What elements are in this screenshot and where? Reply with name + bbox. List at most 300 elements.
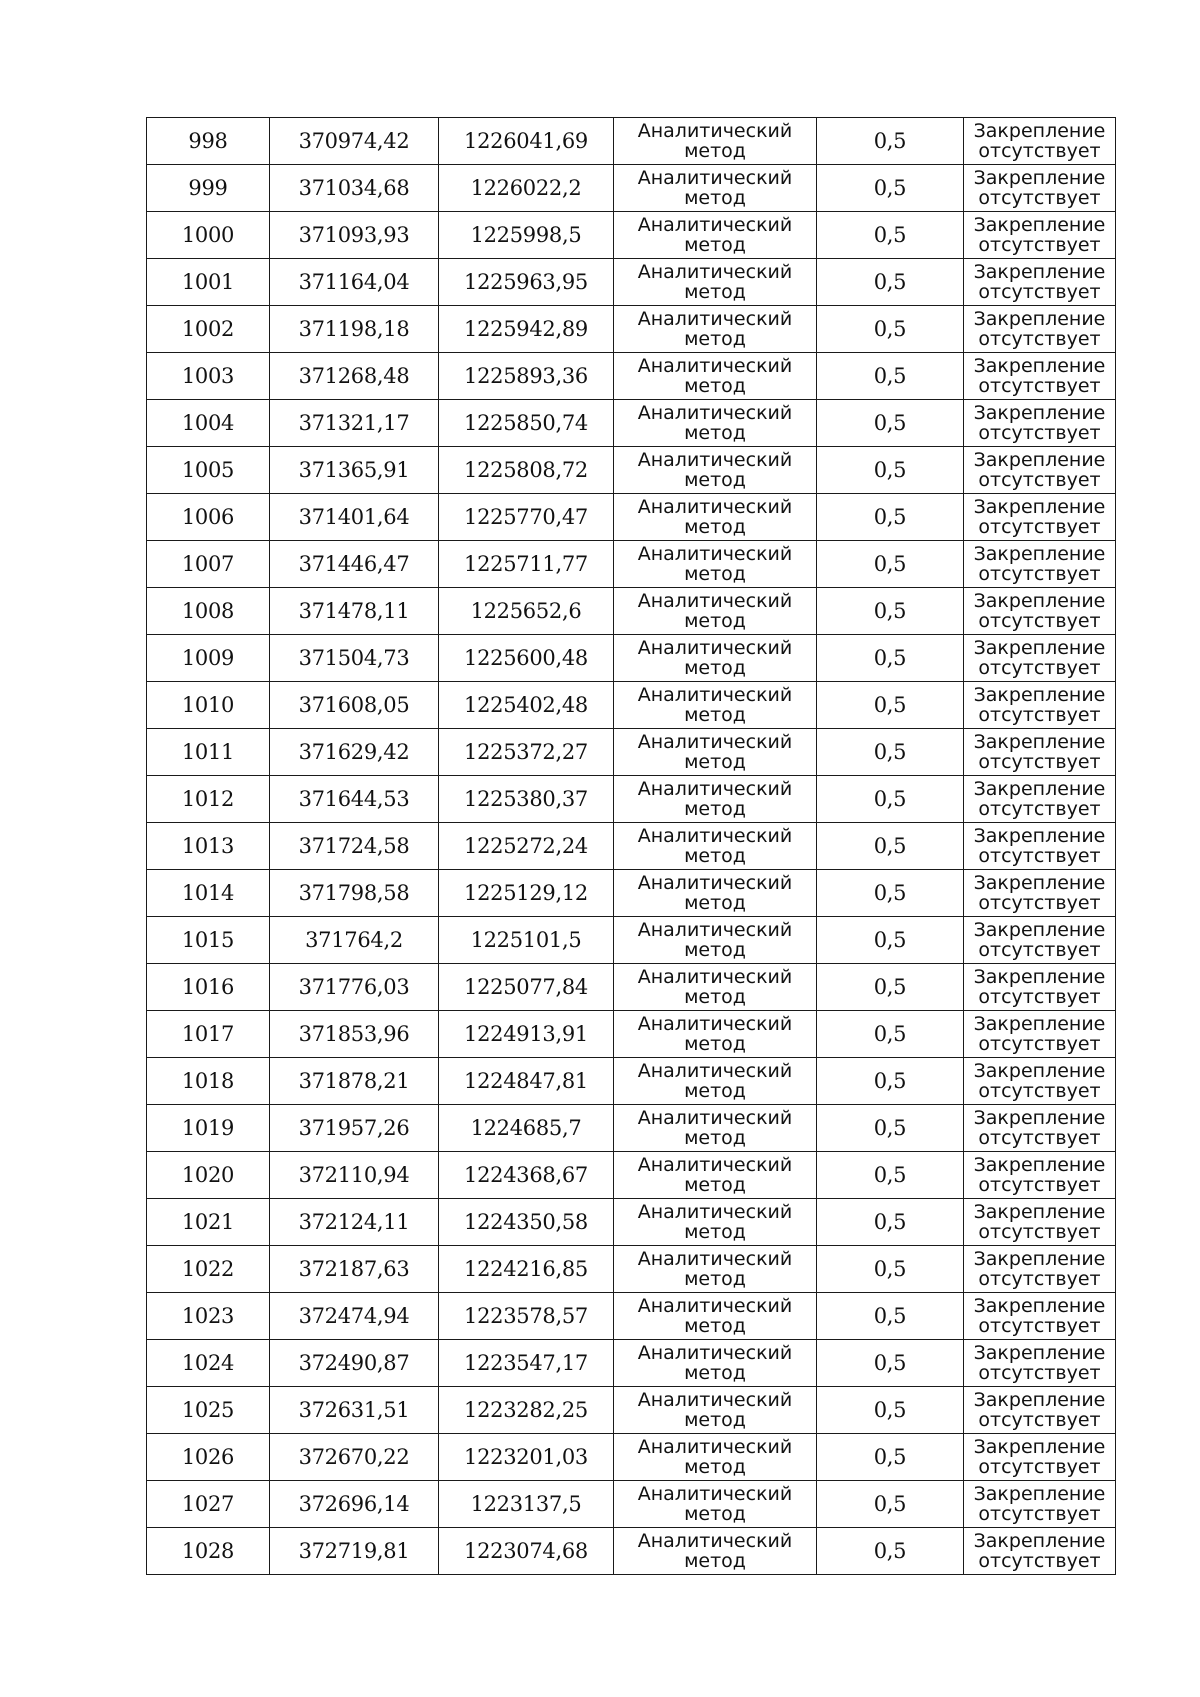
table-row	[147, 1293, 1116, 1340]
x-coordinate-cell: 371764,2	[270, 917, 439, 964]
x-coordinate-cell: 371644,53	[270, 776, 439, 823]
y-coordinate-cell: 1225101,5	[439, 917, 614, 964]
table-row	[147, 682, 1116, 729]
table-row	[147, 259, 1116, 306]
fixing-cell	[964, 776, 1116, 823]
fixing-cell-line: Закрепление	[973, 1154, 1106, 1176]
method-cell-line: Аналитический	[637, 919, 793, 941]
table-row	[147, 1152, 1116, 1199]
fixing-cell	[964, 588, 1116, 635]
fixing-cell-line: отсутствует	[978, 563, 1101, 585]
accuracy-cell: 0,5	[817, 870, 964, 917]
fixing-cell-line: Закрепление	[973, 1013, 1106, 1035]
fixing-cell-line: отсутствует	[978, 704, 1101, 726]
fixing-cell-line: Закрепление	[973, 1483, 1106, 1505]
fixing-cell	[964, 1199, 1116, 1246]
x-coordinate-cell: 372110,94	[270, 1152, 439, 1199]
fixing-cell-line: отсутствует	[978, 892, 1101, 914]
fixing-cell-line: отсутствует	[978, 469, 1101, 491]
method-cell-line: Аналитический	[637, 167, 793, 189]
table-row	[147, 1058, 1116, 1105]
fixing-cell-line: отсутствует	[978, 1127, 1101, 1149]
method-cell	[614, 306, 817, 353]
fixing-cell-line: Закрепление	[973, 543, 1106, 565]
fixing-cell-line: отсутствует	[978, 657, 1101, 679]
method-cell-line: метод	[684, 798, 746, 820]
fixing-cell-line: Закрепление	[973, 825, 1106, 847]
method-cell-line: Аналитический	[637, 1154, 793, 1176]
method-cell	[614, 1293, 817, 1340]
table-row	[147, 494, 1116, 541]
fixing-cell	[964, 682, 1116, 729]
method-cell-line: Аналитический	[637, 872, 793, 894]
fixing-cell-line: отсутствует	[978, 234, 1101, 256]
x-coordinate-cell: 371629,42	[270, 729, 439, 776]
method-cell-line: Аналитический	[637, 1248, 793, 1270]
accuracy-cell: 0,5	[817, 494, 964, 541]
table-row	[147, 1481, 1116, 1528]
point-number-cell: 1013	[147, 823, 270, 870]
x-coordinate-cell: 372490,87	[270, 1340, 439, 1387]
y-coordinate-cell: 1224216,85	[439, 1246, 614, 1293]
y-coordinate-cell: 1226041,69	[439, 118, 614, 165]
method-cell	[614, 259, 817, 306]
method-cell-line: Аналитический	[637, 1436, 793, 1458]
x-coordinate-cell: 371853,96	[270, 1011, 439, 1058]
method-cell-line: метод	[684, 751, 746, 773]
method-cell	[614, 1481, 817, 1528]
accuracy-cell: 0,5	[817, 1152, 964, 1199]
table-row	[147, 353, 1116, 400]
fixing-cell	[964, 494, 1116, 541]
table-row	[147, 729, 1116, 776]
table-row	[147, 917, 1116, 964]
x-coordinate-cell: 372474,94	[270, 1293, 439, 1340]
y-coordinate-cell: 1225850,74	[439, 400, 614, 447]
x-coordinate-cell: 371034,68	[270, 165, 439, 212]
method-cell	[614, 541, 817, 588]
method-cell-line: метод	[684, 1174, 746, 1196]
fixing-cell-line: отсутствует	[978, 187, 1101, 209]
method-cell-line: метод	[684, 140, 746, 162]
table-row	[147, 588, 1116, 635]
fixing-cell	[964, 870, 1116, 917]
accuracy-cell: 0,5	[817, 1340, 964, 1387]
method-cell-line: метод	[684, 1456, 746, 1478]
fixing-cell-line: отсутствует	[978, 328, 1101, 350]
method-cell-line: метод	[684, 986, 746, 1008]
x-coordinate-cell: 371268,48	[270, 353, 439, 400]
fixing-cell-line: Закрепление	[973, 120, 1106, 142]
y-coordinate-cell: 1223201,03	[439, 1434, 614, 1481]
table-row	[147, 1340, 1116, 1387]
y-coordinate-cell: 1225272,24	[439, 823, 614, 870]
method-cell	[614, 400, 817, 447]
method-cell-line: Аналитический	[637, 120, 793, 142]
table-row	[147, 447, 1116, 494]
method-cell	[614, 823, 817, 870]
fixing-cell-line: Закрепление	[973, 731, 1106, 753]
y-coordinate-cell: 1224685,7	[439, 1105, 614, 1152]
table-row	[147, 541, 1116, 588]
fixing-cell	[964, 212, 1116, 259]
method-cell-line: метод	[684, 1127, 746, 1149]
accuracy-cell: 0,5	[817, 212, 964, 259]
method-cell-line: Аналитический	[637, 590, 793, 612]
fixing-cell-line: отсутствует	[978, 1409, 1101, 1431]
method-cell-line: Аналитический	[637, 1389, 793, 1411]
fixing-cell-line: Закрепление	[973, 872, 1106, 894]
point-number-cell: 1015	[147, 917, 270, 964]
method-cell-line: метод	[684, 657, 746, 679]
point-number-cell: 1011	[147, 729, 270, 776]
fixing-cell	[964, 729, 1116, 776]
x-coordinate-cell: 371093,93	[270, 212, 439, 259]
method-cell-line: Аналитический	[637, 637, 793, 659]
method-cell-line: метод	[684, 1362, 746, 1384]
accuracy-cell: 0,5	[817, 306, 964, 353]
point-number-cell: 1017	[147, 1011, 270, 1058]
x-coordinate-cell: 372696,14	[270, 1481, 439, 1528]
fixing-cell-line: отсутствует	[978, 516, 1101, 538]
method-cell-line: метод	[684, 1221, 746, 1243]
fixing-cell	[964, 1481, 1116, 1528]
fixing-cell	[964, 118, 1116, 165]
fixing-cell	[964, 541, 1116, 588]
fixing-cell	[964, 306, 1116, 353]
table-row	[147, 1434, 1116, 1481]
y-coordinate-cell: 1225942,89	[439, 306, 614, 353]
accuracy-cell: 0,5	[817, 1528, 964, 1575]
table-row	[147, 118, 1116, 165]
accuracy-cell: 0,5	[817, 588, 964, 635]
table-row	[147, 1387, 1116, 1434]
method-cell-line: метод	[684, 1033, 746, 1055]
method-cell	[614, 588, 817, 635]
fixing-cell-line: отсутствует	[978, 281, 1101, 303]
fixing-cell-line: отсутствует	[978, 1174, 1101, 1196]
point-number-cell: 1004	[147, 400, 270, 447]
point-number-cell: 1000	[147, 212, 270, 259]
accuracy-cell: 0,5	[817, 1011, 964, 1058]
fixing-cell	[964, 1293, 1116, 1340]
method-cell-line: метод	[684, 1268, 746, 1290]
fixing-cell-line: Закрепление	[973, 355, 1106, 377]
fixing-cell	[964, 635, 1116, 682]
point-number-cell: 1007	[147, 541, 270, 588]
x-coordinate-cell: 371776,03	[270, 964, 439, 1011]
method-cell-line: Аналитический	[637, 1107, 793, 1129]
fixing-cell	[964, 447, 1116, 494]
point-number-cell: 1006	[147, 494, 270, 541]
table-row	[147, 964, 1116, 1011]
method-cell-line: метод	[684, 610, 746, 632]
accuracy-cell: 0,5	[817, 1481, 964, 1528]
method-cell-line: метод	[684, 1080, 746, 1102]
method-cell-line: метод	[684, 1315, 746, 1337]
method-cell-line: Аналитический	[637, 1060, 793, 1082]
method-cell	[614, 1199, 817, 1246]
y-coordinate-cell: 1225077,84	[439, 964, 614, 1011]
method-cell	[614, 1152, 817, 1199]
fixing-cell-line: Закрепление	[973, 308, 1106, 330]
method-cell-line: метод	[684, 234, 746, 256]
method-cell	[614, 1246, 817, 1293]
fixing-cell	[964, 1387, 1116, 1434]
method-cell-line: Аналитический	[637, 355, 793, 377]
x-coordinate-cell: 370974,42	[270, 118, 439, 165]
method-cell	[614, 353, 817, 400]
fixing-cell-line: отсутствует	[978, 1550, 1101, 1572]
point-number-cell: 1024	[147, 1340, 270, 1387]
fixing-cell-line: Закрепление	[973, 684, 1106, 706]
method-cell-line: Аналитический	[637, 449, 793, 471]
method-cell	[614, 1340, 817, 1387]
method-cell	[614, 165, 817, 212]
x-coordinate-cell: 371321,17	[270, 400, 439, 447]
fixing-cell-line: Закрепление	[973, 1201, 1106, 1223]
x-coordinate-cell: 371724,58	[270, 823, 439, 870]
point-number-cell: 1018	[147, 1058, 270, 1105]
point-number-cell: 999	[147, 165, 270, 212]
table-row	[147, 776, 1116, 823]
point-number-cell: 1012	[147, 776, 270, 823]
fixing-cell	[964, 964, 1116, 1011]
point-number-cell: 1010	[147, 682, 270, 729]
accuracy-cell: 0,5	[817, 635, 964, 682]
fixing-cell-line: Закрепление	[973, 167, 1106, 189]
point-number-cell: 998	[147, 118, 270, 165]
fixing-cell-line: отсутствует	[978, 939, 1101, 961]
x-coordinate-cell: 372124,11	[270, 1199, 439, 1246]
fixing-cell-line: Закрепление	[973, 449, 1106, 471]
x-coordinate-cell: 371365,91	[270, 447, 439, 494]
y-coordinate-cell: 1225652,6	[439, 588, 614, 635]
coordinates-table	[146, 117, 1116, 1575]
method-cell-line: метод	[684, 1409, 746, 1431]
y-coordinate-cell: 1225711,77	[439, 541, 614, 588]
fixing-cell	[964, 1528, 1116, 1575]
method-cell-line: метод	[684, 892, 746, 914]
y-coordinate-cell: 1225129,12	[439, 870, 614, 917]
accuracy-cell: 0,5	[817, 541, 964, 588]
y-coordinate-cell: 1225380,37	[439, 776, 614, 823]
method-cell	[614, 118, 817, 165]
table-row	[147, 212, 1116, 259]
method-cell	[614, 964, 817, 1011]
x-coordinate-cell: 371798,58	[270, 870, 439, 917]
method-cell-line: Аналитический	[637, 402, 793, 424]
method-cell	[614, 1387, 817, 1434]
fixing-cell-line: Закрепление	[973, 590, 1106, 612]
x-coordinate-cell: 371608,05	[270, 682, 439, 729]
y-coordinate-cell: 1225402,48	[439, 682, 614, 729]
x-coordinate-cell: 372187,63	[270, 1246, 439, 1293]
method-cell	[614, 776, 817, 823]
y-coordinate-cell: 1225600,48	[439, 635, 614, 682]
accuracy-cell: 0,5	[817, 823, 964, 870]
fixing-cell-line: Закрепление	[973, 1342, 1106, 1364]
y-coordinate-cell: 1224368,67	[439, 1152, 614, 1199]
point-number-cell: 1003	[147, 353, 270, 400]
fixing-cell-line: отсутствует	[978, 375, 1101, 397]
method-cell-line: метод	[684, 281, 746, 303]
y-coordinate-cell: 1225998,5	[439, 212, 614, 259]
point-number-cell: 1020	[147, 1152, 270, 1199]
point-number-cell: 1026	[147, 1434, 270, 1481]
method-cell-line: метод	[684, 516, 746, 538]
method-cell-line: метод	[684, 845, 746, 867]
method-cell	[614, 635, 817, 682]
fixing-cell-line: Закрепление	[973, 1107, 1106, 1129]
table-row	[147, 1528, 1116, 1575]
table-row	[147, 1246, 1116, 1293]
table-row	[147, 635, 1116, 682]
fixing-cell-line: Закрепление	[973, 261, 1106, 283]
y-coordinate-cell: 1224913,91	[439, 1011, 614, 1058]
fixing-cell-line: отсутствует	[978, 986, 1101, 1008]
point-number-cell: 1023	[147, 1293, 270, 1340]
method-cell-line: Аналитический	[637, 684, 793, 706]
coordinates-table-body	[147, 118, 1116, 1575]
fixing-cell	[964, 823, 1116, 870]
method-cell-line: Аналитический	[637, 496, 793, 518]
fixing-cell-line: отсутствует	[978, 845, 1101, 867]
x-coordinate-cell: 371878,21	[270, 1058, 439, 1105]
fixing-cell-line: Закрепление	[973, 919, 1106, 941]
fixing-cell	[964, 1011, 1116, 1058]
fixing-cell-line: Закрепление	[973, 966, 1106, 988]
table-row	[147, 306, 1116, 353]
method-cell-line: Аналитический	[637, 1013, 793, 1035]
method-cell-line: метод	[684, 939, 746, 961]
fixing-cell-line: отсутствует	[978, 1221, 1101, 1243]
method-cell-line: метод	[684, 469, 746, 491]
method-cell	[614, 1011, 817, 1058]
y-coordinate-cell: 1225770,47	[439, 494, 614, 541]
method-cell-line: Аналитический	[637, 1201, 793, 1223]
fixing-cell-line: отсутствует	[978, 798, 1101, 820]
method-cell-line: метод	[684, 1550, 746, 1572]
method-cell	[614, 447, 817, 494]
x-coordinate-cell: 371164,04	[270, 259, 439, 306]
accuracy-cell: 0,5	[817, 1293, 964, 1340]
method-cell-line: Аналитический	[637, 1483, 793, 1505]
table-row	[147, 823, 1116, 870]
fixing-cell-line: Закрепление	[973, 496, 1106, 518]
accuracy-cell: 0,5	[817, 917, 964, 964]
method-cell-line: метод	[684, 563, 746, 585]
fixing-cell-line: Закрепление	[973, 402, 1106, 424]
x-coordinate-cell: 372670,22	[270, 1434, 439, 1481]
table-row	[147, 165, 1116, 212]
method-cell-line: метод	[684, 1503, 746, 1525]
method-cell-line: Аналитический	[637, 731, 793, 753]
method-cell	[614, 1058, 817, 1105]
y-coordinate-cell: 1225893,36	[439, 353, 614, 400]
method-cell	[614, 494, 817, 541]
fixing-cell-line: отсутствует	[978, 422, 1101, 444]
accuracy-cell: 0,5	[817, 1387, 964, 1434]
point-number-cell: 1009	[147, 635, 270, 682]
point-number-cell: 1027	[147, 1481, 270, 1528]
y-coordinate-cell: 1225808,72	[439, 447, 614, 494]
x-coordinate-cell: 372631,51	[270, 1387, 439, 1434]
fixing-cell-line: отсутствует	[978, 1268, 1101, 1290]
fixing-cell-line: Закрепление	[973, 1530, 1106, 1552]
fixing-cell-line: Закрепление	[973, 1060, 1106, 1082]
method-cell	[614, 1105, 817, 1152]
y-coordinate-cell: 1223578,57	[439, 1293, 614, 1340]
method-cell-line: Аналитический	[637, 825, 793, 847]
table-row	[147, 1011, 1116, 1058]
fixing-cell-line: отсутствует	[978, 610, 1101, 632]
fixing-cell	[964, 1340, 1116, 1387]
accuracy-cell: 0,5	[817, 729, 964, 776]
y-coordinate-cell: 1224847,81	[439, 1058, 614, 1105]
point-number-cell: 1019	[147, 1105, 270, 1152]
fixing-cell	[964, 917, 1116, 964]
method-cell	[614, 682, 817, 729]
fixing-cell	[964, 1434, 1116, 1481]
table-row	[147, 1199, 1116, 1246]
point-number-cell: 1016	[147, 964, 270, 1011]
fixing-cell-line: отсутствует	[978, 1362, 1101, 1384]
method-cell-line: метод	[684, 187, 746, 209]
fixing-cell-line: отсутствует	[978, 1456, 1101, 1478]
fixing-cell	[964, 400, 1116, 447]
fixing-cell	[964, 1246, 1116, 1293]
x-coordinate-cell: 371957,26	[270, 1105, 439, 1152]
x-coordinate-cell: 371478,11	[270, 588, 439, 635]
fixing-cell-line: Закрепление	[973, 1295, 1106, 1317]
accuracy-cell: 0,5	[817, 1058, 964, 1105]
point-number-cell: 1001	[147, 259, 270, 306]
point-number-cell: 1025	[147, 1387, 270, 1434]
accuracy-cell: 0,5	[817, 353, 964, 400]
fixing-cell-line: Закрепление	[973, 778, 1106, 800]
fixing-cell-line: отсутствует	[978, 140, 1101, 162]
fixing-cell	[964, 353, 1116, 400]
fixing-cell-line: Закрепление	[973, 1248, 1106, 1270]
method-cell	[614, 870, 817, 917]
method-cell-line: Аналитический	[637, 543, 793, 565]
point-number-cell: 1014	[147, 870, 270, 917]
method-cell	[614, 917, 817, 964]
point-number-cell: 1002	[147, 306, 270, 353]
fixing-cell	[964, 1058, 1116, 1105]
accuracy-cell: 0,5	[817, 118, 964, 165]
y-coordinate-cell: 1224350,58	[439, 1199, 614, 1246]
method-cell	[614, 212, 817, 259]
fixing-cell	[964, 165, 1116, 212]
fixing-cell-line: отсутствует	[978, 1033, 1101, 1055]
method-cell-line: Аналитический	[637, 308, 793, 330]
accuracy-cell: 0,5	[817, 776, 964, 823]
method-cell-line: Аналитический	[637, 1295, 793, 1317]
method-cell-line: метод	[684, 375, 746, 397]
fixing-cell	[964, 1105, 1116, 1152]
y-coordinate-cell: 1223074,68	[439, 1528, 614, 1575]
method-cell	[614, 1528, 817, 1575]
method-cell-line: метод	[684, 328, 746, 350]
accuracy-cell: 0,5	[817, 964, 964, 1011]
fixing-cell	[964, 1152, 1116, 1199]
x-coordinate-cell: 371401,64	[270, 494, 439, 541]
y-coordinate-cell: 1225963,95	[439, 259, 614, 306]
method-cell-line: Аналитический	[637, 1530, 793, 1552]
accuracy-cell: 0,5	[817, 259, 964, 306]
